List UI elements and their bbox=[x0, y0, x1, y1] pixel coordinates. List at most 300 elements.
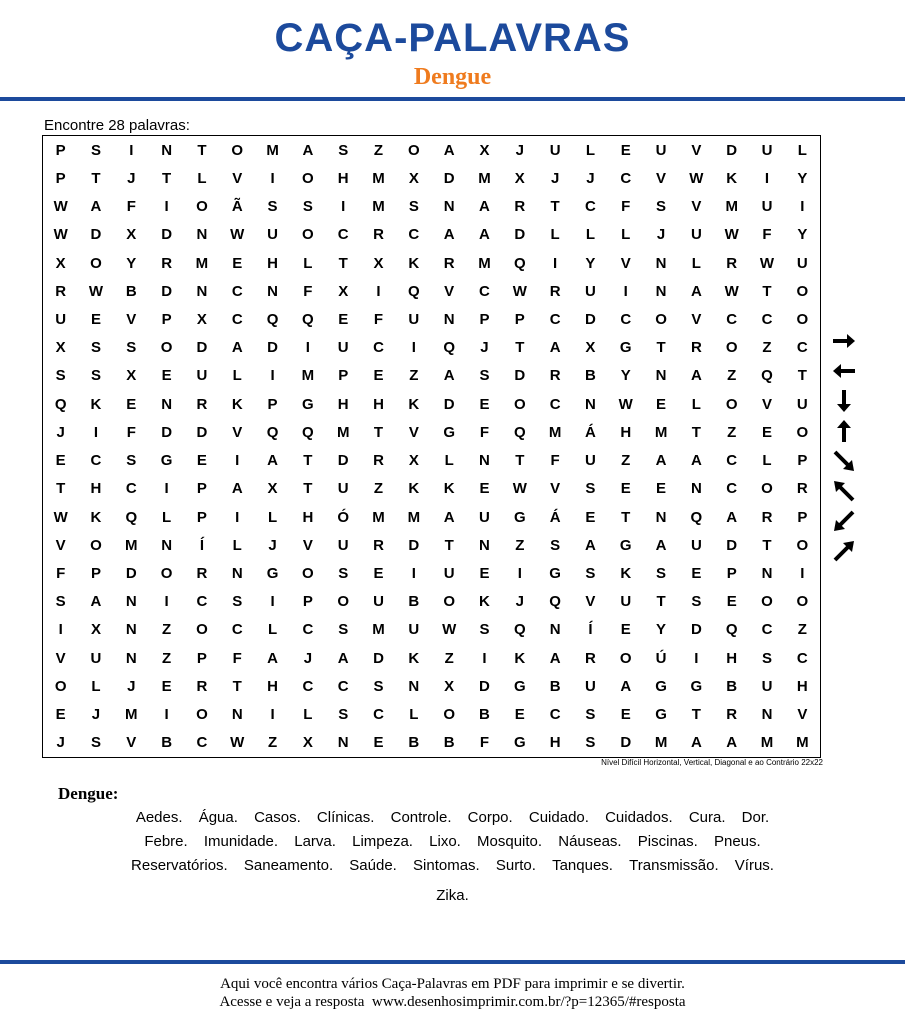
grid-cell[interactable]: J bbox=[268, 536, 277, 554]
grid-cell[interactable]: T bbox=[550, 198, 560, 216]
grid-cell[interactable]: N bbox=[161, 141, 173, 159]
grid-cell[interactable]: N bbox=[479, 452, 490, 470]
grid-cell[interactable]: F bbox=[621, 198, 631, 216]
grid-cell[interactable]: L bbox=[797, 141, 807, 159]
grid-cell[interactable]: C bbox=[408, 226, 420, 244]
grid-cell[interactable]: O bbox=[302, 226, 314, 244]
grid-cell[interactable]: S bbox=[338, 141, 349, 159]
grid-cell[interactable]: X bbox=[126, 367, 137, 385]
grid-cell[interactable]: Í bbox=[588, 621, 593, 639]
grid-cell[interactable]: N bbox=[231, 565, 243, 583]
grid-cell[interactable]: T bbox=[691, 423, 701, 441]
grid-cell[interactable]: C bbox=[196, 734, 208, 752]
grid-cell[interactable]: A bbox=[585, 536, 596, 554]
grid-cell[interactable]: D bbox=[514, 226, 526, 244]
grid-cell[interactable]: W bbox=[759, 254, 775, 272]
grid-cell[interactable]: W bbox=[724, 282, 739, 300]
grid-cell[interactable]: T bbox=[656, 339, 666, 357]
grid-cell[interactable]: T bbox=[444, 536, 454, 554]
grid-cell[interactable]: H bbox=[620, 423, 632, 441]
grid-cell[interactable]: B bbox=[726, 677, 738, 695]
grid-cell[interactable]: R bbox=[196, 565, 208, 583]
grid-cell[interactable]: N bbox=[585, 395, 596, 413]
grid-cell[interactable]: L bbox=[303, 254, 313, 272]
grid-cell[interactable]: M bbox=[195, 254, 209, 272]
grid-cell[interactable]: O bbox=[796, 536, 809, 554]
grid-cell[interactable]: D bbox=[161, 423, 173, 441]
grid-cell[interactable]: S bbox=[90, 367, 101, 385]
grid-cell[interactable]: D bbox=[196, 339, 208, 357]
grid-cell[interactable]: I bbox=[235, 452, 240, 470]
grid-cell[interactable]: C bbox=[585, 198, 596, 216]
grid-cell[interactable]: C bbox=[549, 706, 561, 724]
grid-cell[interactable]: L bbox=[197, 169, 207, 187]
grid-cell[interactable]: Í bbox=[199, 536, 204, 554]
grid-cell[interactable]: T bbox=[56, 480, 66, 498]
grid-cell[interactable]: S bbox=[55, 593, 66, 611]
grid-cell[interactable]: Ã bbox=[231, 198, 243, 216]
grid-cell[interactable]: W bbox=[53, 508, 68, 526]
grid-cell[interactable]: E bbox=[373, 734, 384, 752]
grid-cell[interactable]: L bbox=[91, 677, 101, 695]
grid-cell[interactable]: S bbox=[338, 565, 349, 583]
grid-cell[interactable]: A bbox=[302, 141, 314, 159]
grid-cell[interactable]: J bbox=[56, 423, 65, 441]
grid-cell[interactable]: T bbox=[91, 169, 101, 187]
grid-cell[interactable]: E bbox=[585, 508, 596, 526]
grid-cell[interactable]: S bbox=[408, 198, 419, 216]
grid-cell[interactable]: Y bbox=[126, 254, 137, 272]
grid-cell[interactable]: C bbox=[196, 593, 208, 611]
grid-cell[interactable]: V bbox=[585, 593, 596, 611]
grid-cell[interactable]: N bbox=[549, 621, 561, 639]
grid-cell[interactable]: J bbox=[656, 226, 666, 244]
grid-cell[interactable]: N bbox=[761, 565, 773, 583]
grid-cell[interactable]: N bbox=[443, 310, 455, 328]
grid-cell[interactable]: S bbox=[656, 198, 667, 216]
grid-cell[interactable]: R bbox=[726, 254, 738, 272]
grid-cell[interactable]: M bbox=[336, 423, 350, 441]
grid-cell[interactable]: G bbox=[302, 395, 314, 413]
grid-cell[interactable]: D bbox=[125, 565, 137, 583]
grid-cell[interactable]: F bbox=[232, 649, 242, 667]
grid-cell[interactable]: D bbox=[337, 452, 349, 470]
grid-cell[interactable]: S bbox=[338, 621, 349, 639]
grid-cell[interactable]: A bbox=[690, 452, 702, 470]
grid-cell[interactable]: U bbox=[585, 282, 596, 300]
grid-cell[interactable]: R bbox=[373, 452, 384, 470]
grid-cell[interactable]: Q bbox=[407, 282, 420, 300]
grid-cell[interactable]: P bbox=[797, 508, 808, 526]
grid-cell[interactable]: T bbox=[162, 169, 172, 187]
grid-cell[interactable]: O bbox=[761, 480, 773, 498]
grid-cell[interactable]: K bbox=[408, 395, 420, 413]
grid-cell[interactable]: Y bbox=[620, 367, 631, 385]
grid-cell[interactable]: W bbox=[442, 621, 457, 639]
grid-cell[interactable]: D bbox=[161, 282, 173, 300]
grid-cell[interactable]: O bbox=[160, 565, 173, 583]
grid-cell[interactable]: D bbox=[161, 226, 173, 244]
grid-cell[interactable]: Á bbox=[585, 423, 596, 441]
grid-cell[interactable]: B bbox=[549, 677, 561, 695]
grid-cell[interactable]: N bbox=[479, 536, 490, 554]
grid-cell[interactable]: B bbox=[408, 734, 420, 752]
grid-cell[interactable]: S bbox=[585, 706, 596, 724]
grid-cell[interactable]: O bbox=[796, 310, 809, 328]
grid-cell[interactable]: E bbox=[620, 621, 631, 639]
grid-cell[interactable]: W bbox=[230, 226, 245, 244]
grid-cell[interactable]: C bbox=[761, 310, 773, 328]
grid-cell[interactable]: P bbox=[55, 141, 66, 159]
grid-cell[interactable]: Q bbox=[549, 593, 561, 611]
grid-cell[interactable]: J bbox=[586, 169, 595, 187]
grid-cell[interactable]: J bbox=[550, 169, 560, 187]
grid-cell[interactable]: G bbox=[513, 508, 526, 526]
grid-cell[interactable]: V bbox=[55, 649, 66, 667]
grid-cell[interactable]: P bbox=[338, 367, 349, 385]
grid-cell[interactable]: E bbox=[232, 254, 243, 272]
grid-cell[interactable]: Q bbox=[761, 367, 773, 385]
grid-cell[interactable]: R bbox=[443, 254, 455, 272]
grid-cell[interactable]: G bbox=[513, 734, 526, 752]
grid-cell[interactable]: X bbox=[338, 282, 349, 300]
grid-cell[interactable]: M bbox=[796, 734, 809, 752]
grid-cell[interactable]: Q bbox=[54, 395, 67, 413]
grid-cell[interactable]: S bbox=[656, 565, 667, 583]
grid-cell[interactable]: E bbox=[126, 395, 137, 413]
grid-cell[interactable]: C bbox=[373, 339, 384, 357]
grid-cell[interactable]: U bbox=[690, 226, 702, 244]
grid-cell[interactable]: U bbox=[620, 593, 632, 611]
grid-cell[interactable]: S bbox=[302, 198, 313, 216]
grid-cell[interactable]: O bbox=[796, 423, 809, 441]
grid-cell[interactable]: O bbox=[302, 169, 314, 187]
grid-cell[interactable]: F bbox=[303, 282, 313, 300]
grid-cell[interactable]: L bbox=[621, 226, 631, 244]
grid-cell[interactable]: R bbox=[161, 254, 173, 272]
grid-cell[interactable]: S bbox=[232, 593, 243, 611]
grid-cell[interactable]: M bbox=[372, 198, 385, 216]
grid-cell[interactable]: I bbox=[164, 198, 169, 216]
grid-cell[interactable]: C bbox=[231, 282, 243, 300]
grid-cell[interactable]: Z bbox=[727, 367, 737, 385]
grid-cell[interactable]: T bbox=[232, 677, 242, 695]
grid-cell[interactable]: T bbox=[762, 536, 772, 554]
grid-cell[interactable]: V bbox=[656, 169, 667, 187]
grid-cell[interactable]: M bbox=[125, 536, 138, 554]
grid-cell[interactable]: T bbox=[691, 706, 701, 724]
grid-cell[interactable]: J bbox=[127, 169, 136, 187]
grid-cell[interactable]: X bbox=[302, 734, 313, 752]
grid-cell[interactable]: S bbox=[55, 367, 66, 385]
grid-cell[interactable]: N bbox=[443, 198, 455, 216]
grid-cell[interactable]: C bbox=[302, 677, 314, 695]
grid-cell[interactable]: K bbox=[620, 565, 632, 583]
grid-cell[interactable]: S bbox=[90, 339, 101, 357]
grid-cell[interactable]: D bbox=[726, 536, 738, 554]
grid-cell[interactable]: G bbox=[443, 423, 455, 441]
grid-cell[interactable]: E bbox=[55, 706, 66, 724]
grid-cell[interactable]: N bbox=[655, 282, 667, 300]
grid-cell[interactable]: D bbox=[620, 734, 632, 752]
grid-cell[interactable]: E bbox=[90, 310, 101, 328]
grid-cell[interactable]: U bbox=[373, 593, 384, 611]
grid-cell[interactable]: F bbox=[762, 226, 772, 244]
grid-cell[interactable]: M bbox=[725, 198, 738, 216]
grid-cell[interactable]: E bbox=[479, 395, 490, 413]
grid-cell[interactable]: U bbox=[408, 621, 420, 639]
grid-cell[interactable]: T bbox=[515, 452, 525, 470]
grid-cell[interactable]: I bbox=[129, 141, 134, 159]
grid-cell[interactable]: C bbox=[231, 621, 243, 639]
grid-cell[interactable]: D bbox=[443, 395, 455, 413]
grid-cell[interactable]: L bbox=[691, 395, 701, 413]
grid-cell[interactable]: E bbox=[620, 141, 631, 159]
grid-cell[interactable]: N bbox=[408, 677, 420, 695]
grid-cell[interactable]: K bbox=[90, 508, 102, 526]
grid-cell[interactable]: D bbox=[408, 536, 420, 554]
grid-cell[interactable]: Q bbox=[266, 423, 279, 441]
grid-cell[interactable]: R bbox=[690, 339, 702, 357]
grid-cell[interactable]: T bbox=[621, 508, 631, 526]
grid-cell[interactable]: K bbox=[443, 480, 455, 498]
grid-cell[interactable]: E bbox=[338, 310, 349, 328]
grid-cell[interactable]: F bbox=[479, 734, 490, 752]
grid-cell[interactable]: M bbox=[372, 508, 385, 526]
grid-cell[interactable]: N bbox=[267, 282, 278, 300]
grid-cell[interactable]: C bbox=[373, 706, 384, 724]
grid-cell[interactable]: J bbox=[303, 649, 313, 667]
grid-cell[interactable]: N bbox=[196, 226, 208, 244]
grid-cell[interactable]: Y bbox=[656, 621, 667, 639]
grid-cell[interactable]: M bbox=[125, 706, 138, 724]
grid-cell[interactable]: V bbox=[691, 310, 702, 328]
grid-cell[interactable]: S bbox=[126, 339, 137, 357]
grid-cell[interactable]: M bbox=[654, 734, 668, 752]
grid-cell[interactable]: E bbox=[479, 565, 490, 583]
grid-cell[interactable]: U bbox=[655, 141, 667, 159]
grid-cell[interactable]: P bbox=[267, 395, 278, 413]
grid-cell[interactable]: J bbox=[127, 677, 136, 695]
grid-cell[interactable]: X bbox=[196, 310, 207, 328]
grid-cell[interactable]: O bbox=[761, 593, 773, 611]
grid-cell[interactable]: R bbox=[796, 480, 808, 498]
grid-cell[interactable]: A bbox=[443, 141, 455, 159]
grid-cell[interactable]: U bbox=[90, 649, 102, 667]
grid-cell[interactable]: Y bbox=[797, 169, 808, 187]
grid-cell[interactable]: W bbox=[512, 282, 527, 300]
grid-cell[interactable]: N bbox=[761, 706, 773, 724]
grid-cell[interactable]: X bbox=[514, 169, 525, 187]
grid-cell[interactable]: S bbox=[126, 452, 137, 470]
grid-cell[interactable]: V bbox=[126, 310, 137, 328]
grid-cell[interactable]: L bbox=[267, 508, 278, 526]
grid-cell[interactable]: E bbox=[161, 677, 172, 695]
grid-cell[interactable]: X bbox=[90, 621, 101, 639]
grid-cell[interactable]: U bbox=[761, 198, 773, 216]
grid-cell[interactable]: N bbox=[337, 734, 349, 752]
grid-cell[interactable]: E bbox=[55, 452, 66, 470]
grid-cell[interactable]: E bbox=[656, 480, 667, 498]
grid-cell[interactable]: V bbox=[620, 254, 631, 272]
grid-cell[interactable]: A bbox=[549, 339, 561, 357]
grid-cell[interactable]: G bbox=[266, 565, 279, 583]
grid-cell[interactable]: D bbox=[196, 423, 208, 441]
grid-cell[interactable]: Z bbox=[727, 423, 737, 441]
grid-cell[interactable]: E bbox=[762, 423, 773, 441]
grid-cell[interactable]: V bbox=[55, 536, 66, 554]
grid-cell[interactable]: J bbox=[91, 706, 101, 724]
grid-cell[interactable]: H bbox=[302, 508, 314, 526]
grid-cell[interactable]: X bbox=[479, 141, 490, 159]
grid-cell[interactable]: E bbox=[196, 452, 207, 470]
grid-cell[interactable]: Z bbox=[797, 621, 807, 639]
grid-cell[interactable]: H bbox=[267, 677, 278, 695]
grid-cell[interactable]: I bbox=[164, 480, 169, 498]
grid-cell[interactable]: F bbox=[550, 452, 560, 470]
grid-cell[interactable]: I bbox=[270, 367, 275, 385]
grid-cell[interactable]: I bbox=[800, 198, 805, 216]
grid-cell[interactable]: N bbox=[161, 395, 173, 413]
grid-cell[interactable]: C bbox=[479, 282, 490, 300]
grid-cell[interactable]: P bbox=[797, 452, 808, 470]
grid-cell[interactable]: V bbox=[302, 536, 313, 554]
grid-cell[interactable]: K bbox=[408, 649, 420, 667]
grid-cell[interactable]: A bbox=[443, 367, 455, 385]
grid-cell[interactable]: N bbox=[655, 254, 667, 272]
grid-cell[interactable]: Q bbox=[513, 621, 526, 639]
grid-cell[interactable]: R bbox=[373, 226, 384, 244]
grid-cell[interactable]: G bbox=[513, 677, 526, 695]
grid-cell[interactable]: O bbox=[160, 339, 173, 357]
grid-cell[interactable]: I bbox=[553, 254, 558, 272]
grid-cell[interactable]: Ó bbox=[337, 508, 350, 526]
grid-cell[interactable]: P bbox=[479, 310, 490, 328]
grid-cell[interactable]: Z bbox=[762, 339, 772, 357]
grid-cell[interactable]: Z bbox=[515, 536, 525, 554]
grid-cell[interactable]: N bbox=[690, 480, 702, 498]
grid-cell[interactable]: H bbox=[337, 169, 349, 187]
grid-cell[interactable]: X bbox=[373, 254, 384, 272]
grid-cell[interactable]: C bbox=[620, 310, 632, 328]
grid-cell[interactable]: A bbox=[726, 508, 738, 526]
grid-cell[interactable]: D bbox=[585, 310, 596, 328]
grid-cell[interactable]: Á bbox=[549, 508, 561, 526]
grid-cell[interactable]: A bbox=[479, 198, 490, 216]
grid-cell[interactable]: U bbox=[443, 565, 455, 583]
grid-cell[interactable]: M bbox=[654, 423, 668, 441]
grid-cell[interactable]: Z bbox=[409, 367, 419, 385]
grid-cell[interactable]: O bbox=[407, 141, 420, 159]
grid-cell[interactable]: V bbox=[408, 423, 419, 441]
grid-cell[interactable]: M bbox=[478, 169, 491, 187]
grid-cell[interactable]: L bbox=[550, 226, 560, 244]
grid-cell[interactable]: N bbox=[125, 649, 137, 667]
grid-cell[interactable]: I bbox=[164, 593, 169, 611]
grid-cell[interactable]: I bbox=[93, 423, 99, 441]
grid-cell[interactable]: W bbox=[689, 169, 704, 187]
grid-cell[interactable]: C bbox=[231, 310, 243, 328]
grid-cell[interactable]: N bbox=[655, 508, 667, 526]
grid-cell[interactable]: C bbox=[796, 649, 808, 667]
grid-cell[interactable]: F bbox=[56, 565, 66, 583]
grid-cell[interactable]: L bbox=[267, 621, 278, 639]
grid-cell[interactable]: I bbox=[341, 198, 346, 216]
grid-cell[interactable]: Q bbox=[690, 508, 703, 526]
grid-cell[interactable]: W bbox=[618, 395, 633, 413]
grid-cell[interactable]: D bbox=[690, 621, 702, 639]
grid-cell[interactable]: P bbox=[161, 310, 172, 328]
grid-cell[interactable]: M bbox=[548, 423, 562, 441]
grid-cell[interactable]: O bbox=[337, 593, 350, 611]
grid-cell[interactable]: I bbox=[764, 169, 770, 187]
grid-cell[interactable]: D bbox=[514, 367, 526, 385]
grid-cell[interactable]: L bbox=[409, 706, 419, 724]
grid-cell[interactable]: B bbox=[585, 367, 596, 385]
grid-cell[interactable]: I bbox=[517, 565, 522, 583]
grid-cell[interactable]: C bbox=[726, 480, 738, 498]
grid-cell[interactable]: X bbox=[55, 339, 66, 357]
grid-cell[interactable]: H bbox=[726, 649, 738, 667]
grid-cell[interactable]: E bbox=[691, 565, 702, 583]
grid-cell[interactable]: Q bbox=[443, 339, 455, 357]
grid-cell[interactable]: I bbox=[411, 339, 416, 357]
grid-cell[interactable]: I bbox=[235, 508, 240, 526]
grid-cell[interactable]: L bbox=[232, 367, 242, 385]
grid-cell[interactable]: O bbox=[90, 254, 102, 272]
grid-cell[interactable]: U bbox=[585, 452, 596, 470]
grid-cell[interactable]: P bbox=[302, 593, 313, 611]
grid-cell[interactable]: S bbox=[585, 734, 596, 752]
grid-cell[interactable]: W bbox=[724, 226, 739, 244]
grid-cell[interactable]: E bbox=[373, 565, 384, 583]
grid-cell[interactable]: W bbox=[53, 198, 68, 216]
grid-cell[interactable]: O bbox=[655, 310, 667, 328]
grid-cell[interactable]: T bbox=[762, 282, 772, 300]
grid-cell[interactable]: O bbox=[54, 677, 67, 695]
grid-cell[interactable]: A bbox=[690, 734, 702, 752]
grid-cell[interactable]: D bbox=[373, 649, 384, 667]
grid-cell[interactable]: U bbox=[585, 677, 596, 695]
grid-cell[interactable]: R bbox=[726, 706, 738, 724]
grid-cell[interactable]: O bbox=[443, 593, 455, 611]
grid-cell[interactable]: U bbox=[337, 339, 349, 357]
grid-cell[interactable]: R bbox=[373, 536, 384, 554]
grid-cell[interactable]: E bbox=[479, 480, 490, 498]
grid-cell[interactable]: X bbox=[55, 254, 66, 272]
grid-cell[interactable]: Z bbox=[621, 452, 631, 470]
grid-cell[interactable]: G bbox=[160, 452, 173, 470]
grid-cell[interactable]: O bbox=[796, 593, 809, 611]
grid-cell[interactable]: R bbox=[549, 367, 561, 385]
grid-cell[interactable]: K bbox=[90, 395, 102, 413]
grid-cell[interactable]: R bbox=[196, 395, 208, 413]
grid-cell[interactable]: O bbox=[725, 339, 738, 357]
grid-cell[interactable]: L bbox=[585, 141, 595, 159]
grid-cell[interactable]: E bbox=[620, 706, 631, 724]
grid-cell[interactable]: V bbox=[797, 706, 808, 724]
grid-cell[interactable]: T bbox=[797, 367, 807, 385]
grid-cell[interactable]: Y bbox=[797, 226, 808, 244]
grid-cell[interactable]: M bbox=[478, 254, 491, 272]
grid-cell[interactable]: S bbox=[90, 734, 101, 752]
grid-cell[interactable]: Z bbox=[267, 734, 278, 752]
grid-cell[interactable]: A bbox=[690, 282, 702, 300]
grid-cell[interactable]: V bbox=[691, 141, 702, 159]
grid-cell[interactable]: T bbox=[338, 254, 348, 272]
grid-cell[interactable]: A bbox=[90, 593, 102, 611]
grid-cell[interactable]: S bbox=[90, 141, 101, 159]
